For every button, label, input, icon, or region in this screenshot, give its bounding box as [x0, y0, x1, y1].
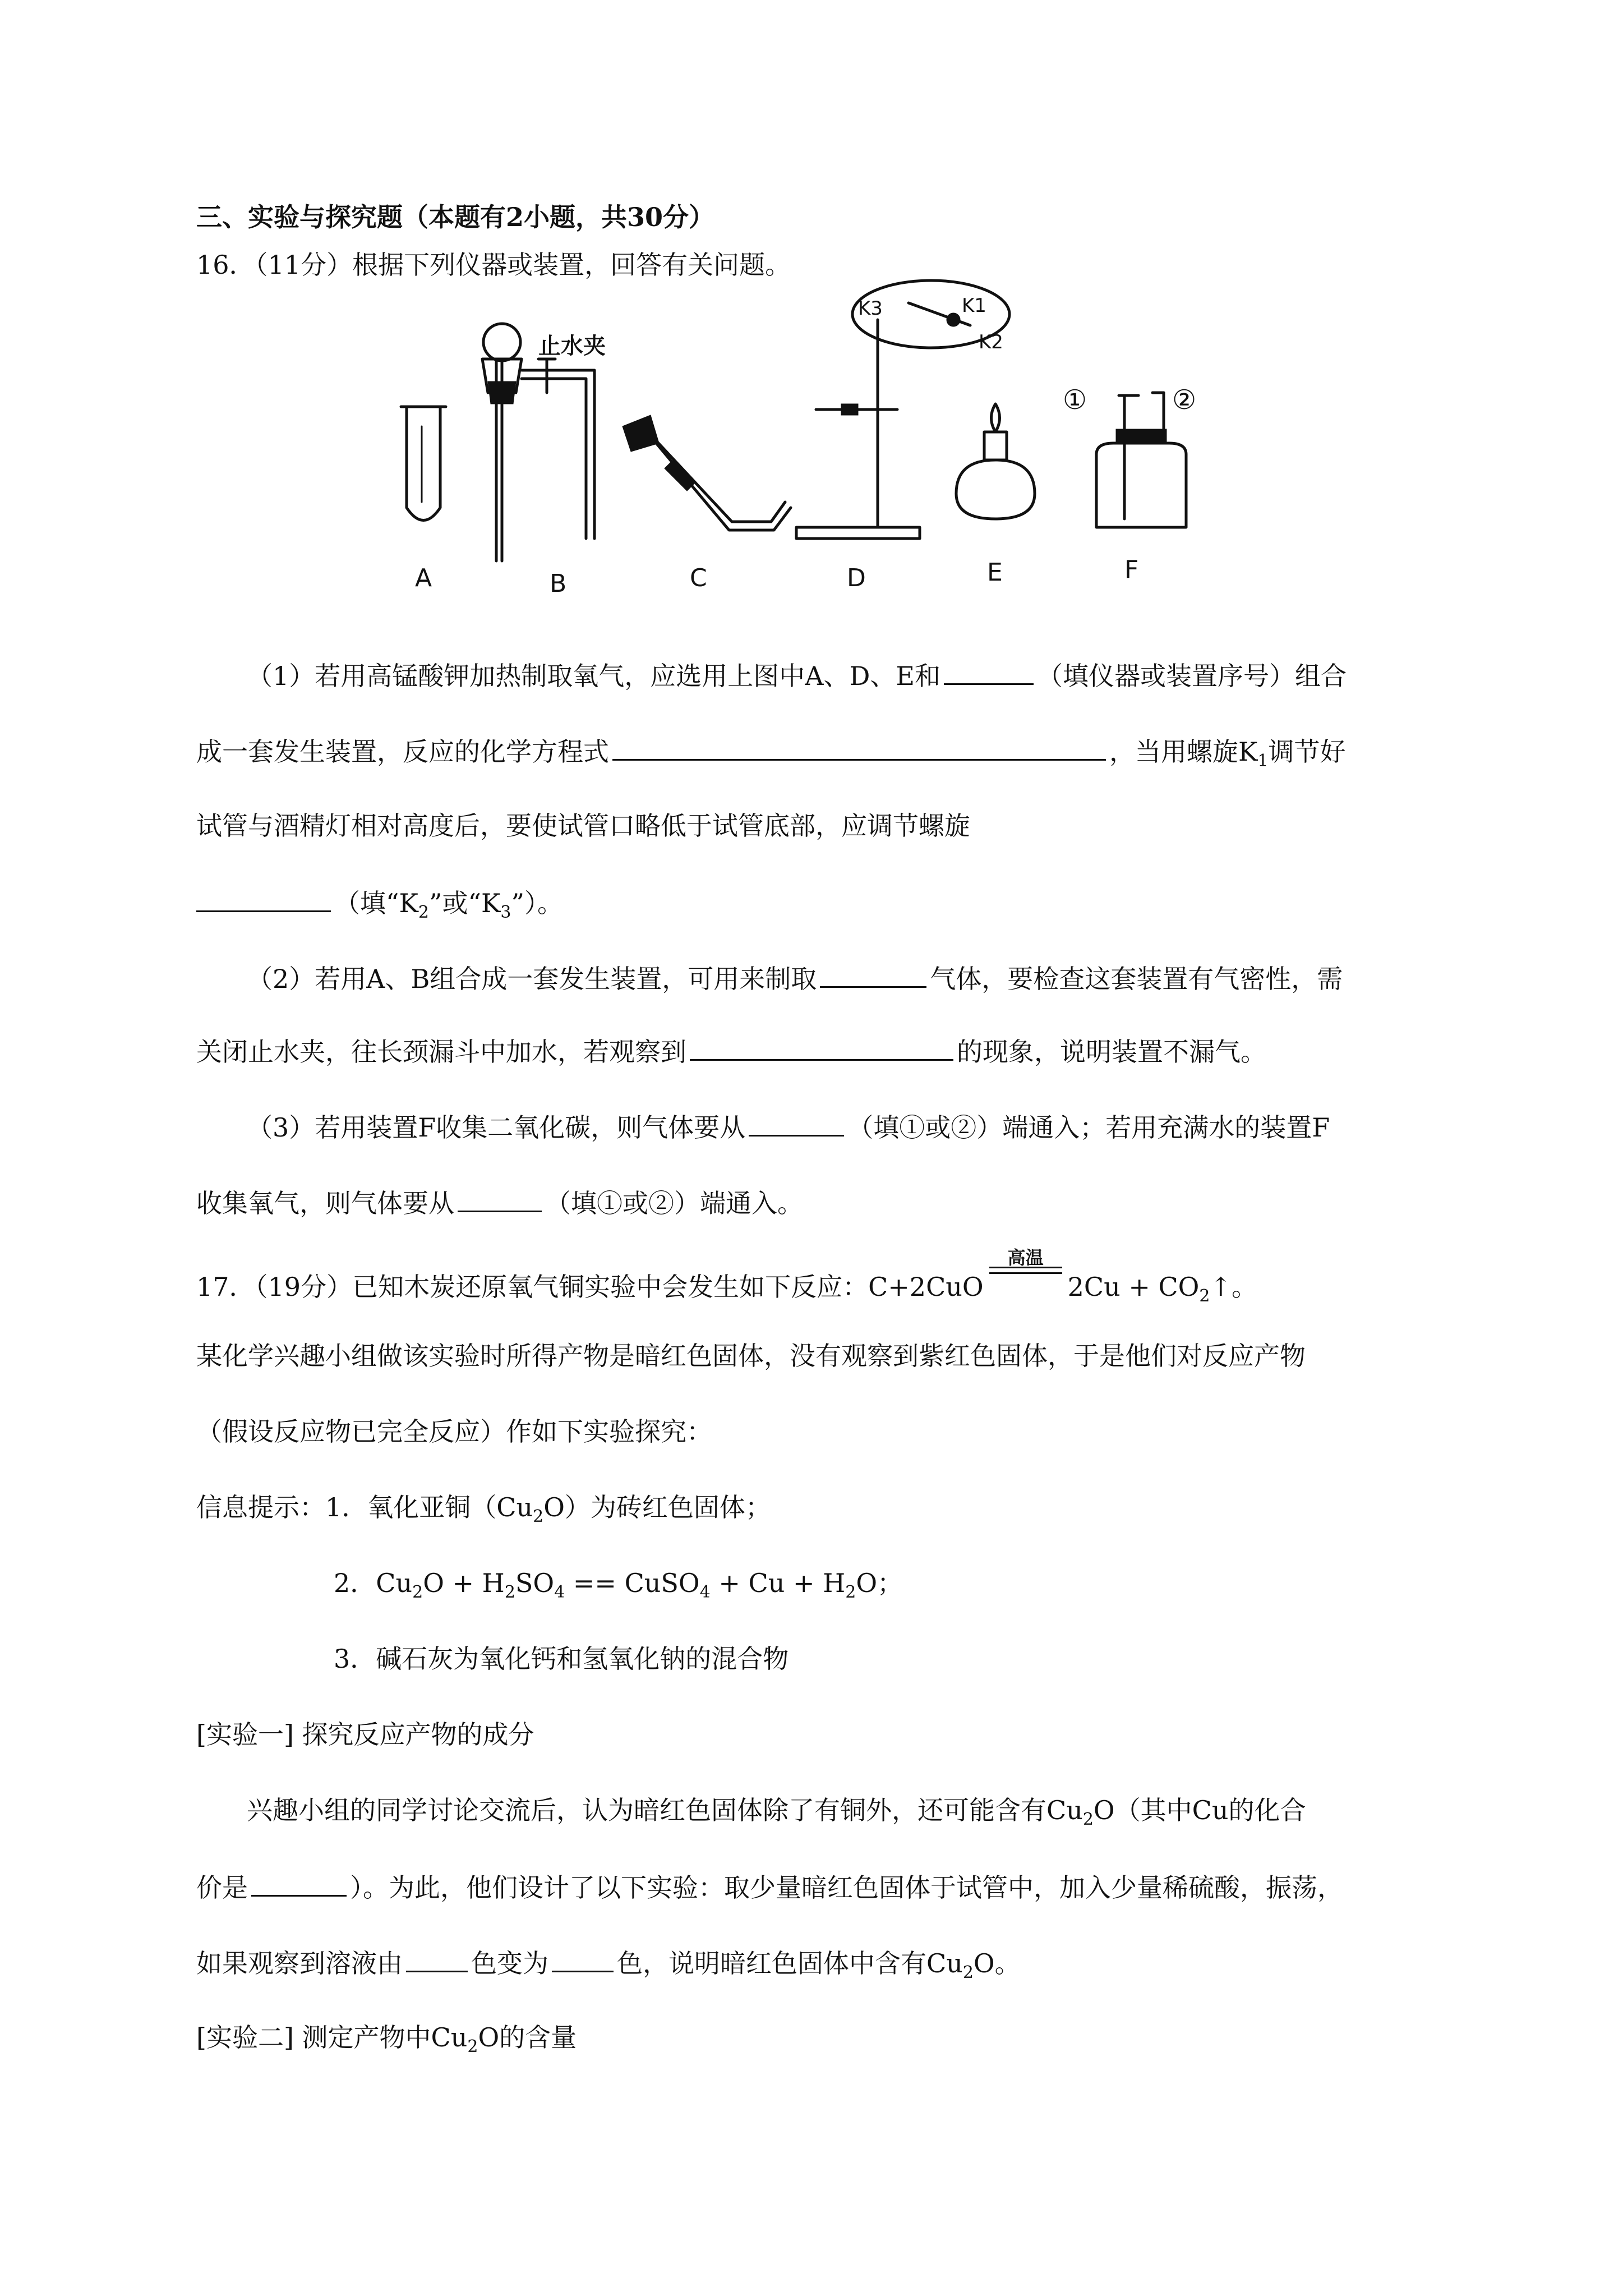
answer-blank[interactable] [820, 959, 926, 988]
q17-intro: 17．（19分）已知木炭还原氧气铜实验中会发生如下反应：C+2CuO 高温 $2Cu + CO_2↑$。 [196, 1247, 1258, 1306]
answer-blank[interactable] [944, 656, 1034, 685]
figure-label-b: B [550, 569, 567, 598]
gas-bottle-f [1096, 443, 1186, 527]
test-tube-a [407, 407, 440, 521]
answer-blank[interactable] [690, 1032, 953, 1061]
info-tip-2: 2．$Cu_2O + H_2SO_4$ == CuSO$_4$ + $Cu + H_2O$； [334, 1568, 903, 1602]
port-label-2: ② [1172, 384, 1197, 416]
q16-part2-line1: （2）若用A、B组合成一套发生装置，可用来制取 气体，要检查这套装置有气密性，需 [247, 959, 1514, 997]
figure-label-f: F [1124, 555, 1139, 584]
q16-part3-line1: （3）若用装置F收集二氧化碳，则气体要从 （填①或②）端通入；若用充满水的装置F [247, 1108, 1514, 1145]
clamp-label: 止水夹 [538, 333, 606, 359]
answer-blank[interactable] [458, 1184, 542, 1212]
knob-label-k1: K1 [962, 295, 986, 317]
port-label-1: ① [1063, 384, 1087, 416]
figure-label-d: D [847, 564, 866, 592]
experiment1-line3: 如果观察到溶液由 色变为 色，说明暗红色固体中含有$Cu_2O$。 [196, 1944, 1464, 1981]
alcohol-lamp [956, 460, 1035, 519]
experiment2-title: [实验二] 测定产物中$Cu_2O$的含量 [196, 2022, 577, 2056]
figure-label-c: C [690, 564, 707, 592]
knob-label-k3: K3 [858, 297, 883, 320]
q17-line2: 某化学兴趣小组做该实验时所得产物是暗红色固体，没有观察到紫红色固体，于是他们对反应产物 [196, 1341, 1306, 1371]
answer-blank[interactable] [251, 1868, 347, 1897]
q16-part1-line3: 试管与酒精灯相对高度后，要使试管口略低于试管底部，应调节螺旋 [196, 811, 970, 841]
experiment1-title: [实验一] 探究反应产物的成分 [196, 1719, 534, 1750]
q16-part3-line2: 收集氧气，则气体要从 （填①或②）端通入。 [196, 1184, 1464, 1221]
experiment1-line1: 兴趣小组的同学讨论交流后，认为暗红色固体除了有铜外，还可能含有$Cu_2O$（其中Cu的化合 [247, 1795, 1306, 1829]
q16-part1-line4: （填“$K_2$”或“$K_3$”）。 [196, 884, 1464, 921]
q16-intro: 16．（11分）根据下列仪器或装置，回答有关问题。 [196, 250, 791, 280]
answer-blank[interactable] [552, 1944, 614, 1972]
q16-part1-line2: 成一套发生装置，反应的化学方程式 ，当用螺旋$K_1$调节好 [196, 732, 1464, 770]
answer-blank[interactable] [196, 884, 331, 912]
knob-label-k2: K2 [979, 331, 1003, 353]
funnel-bulb [483, 324, 520, 361]
info-tip-1: 信息提示：1．氧化亚铜$(Cu_2O)$为砖红色固体； [196, 1492, 771, 1526]
q17-line3: （假设反应物已完全反应）作如下实验探究： [196, 1416, 712, 1447]
reaction-condition: 高温 [989, 1262, 1062, 1296]
figure-label-e: E [987, 558, 1003, 587]
answer-blank[interactable] [406, 1944, 468, 1972]
info-tip-3: 3．碱石灰为氧化钙和氢氧化钠的混合物 [334, 1644, 789, 1674]
experiment1-line2: 价是 ）。为此，他们设计了以下实验：取少量暗红色固体于试管中，加入少量稀硫酸，振荡， [196, 1868, 1464, 1906]
figure-label-a: A [415, 564, 432, 592]
answer-blank[interactable] [749, 1108, 844, 1137]
equation-blank[interactable] [612, 732, 1106, 761]
section-title: 三、实验与探究题（本题有2小题，共30分） [196, 202, 715, 232]
q16-part1-line1: （1）若用高锰酸钾加热制取氧气，应选用上图中A、D、E和 （填仪器或装置序号）组合 [247, 656, 1514, 694]
q16-part2-line2: 关闭止水夹，往长颈漏斗中加水，若观察到 的现象，说明装置不漏气。 [196, 1032, 1464, 1070]
